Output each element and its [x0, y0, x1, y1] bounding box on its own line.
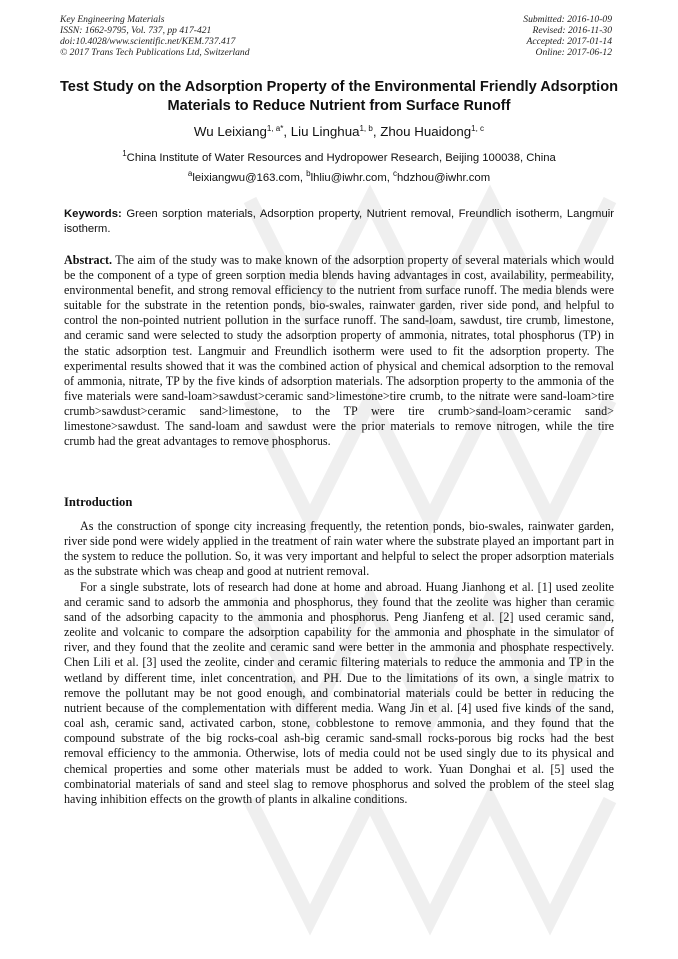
email-address: hdzhou@iwhr.com	[397, 172, 491, 184]
paragraph: As the construction of sponge city increasing frequently, the retention ponds, bio-swales, rainwater garden, river side pond were widely applied in the treatment of rain water where the substrate played an important part in the system to reduce the pollution. So, it was very important and helpful to select the proper adsorption materials as the substrate which was cheap and good at nutrient removal.	[64, 519, 614, 579]
email-marker: a	[187, 169, 193, 178]
abstract	[64, 253, 614, 449]
keywords-label: Keywords:	[64, 208, 122, 220]
section-heading: Introduction	[64, 495, 133, 509]
journal-issn: ISSN: 1662-9795, Vol. 737, pp 417-421	[60, 25, 212, 36]
journal-doi: doi:10.4028/www.scientific.net/KEM.737.417	[60, 36, 236, 47]
date-online: Online: 2017-06-12	[535, 47, 612, 58]
date-revised: Revised: 2016-11-30	[532, 25, 612, 36]
author-marker: 1, b	[359, 124, 373, 133]
affiliation	[0, 151, 678, 165]
introduction-body	[64, 519, 614, 807]
author-name: Wu Leixiang	[193, 124, 267, 139]
author-name: Zhou Huaidong	[380, 124, 472, 139]
email-list	[0, 171, 678, 185]
affiliation-marker: 1	[122, 149, 127, 158]
email-address: leixiangwu@163.com,	[192, 172, 303, 184]
affiliation-text: China Institute of Water Resources and Hydropower Research, Beijing 100038, China	[126, 152, 556, 164]
paragraph: For a single substrate, lots of research had done at home and abroad. Huang Jianhong et al. [1] used zeolite and ceramic sand to adsorb the ammonia and phosphorus, they found that the zeolite was higher than ceramic sand of the adsorbing capacity to the ammonia and phosphorus. Peng Jianfeng et al. [2] used ceramic sand, zeolite and volcanic to compare the adsorption capability for the ammonia and phosphate in the simulator of river, and they found that the zeolite and ceramic sand were better in the ammonia and phosphate respectively. Chen Lili et al. [3] used the zeolite, cinder and ceramic filtering materials to reduce the ammonia and TP in the wetland by different time, inlet concentration, and PH. Due to the limitations of its own, a single matrix to remove the pollutant may be not good enough, and combinatorial materials could be better in reducing the nutrient because of the complementation with different media. Wang Jin et al. [4] used five kinds of the sand, coal ash, ceramic sand, activated carbon, stone, cobblestone to remove ammonia, and they found that the compound substrate of the big rocks-coal ash-big ceramic sand-small rocks-porous big rocks had the best removal efficiency to the ammonia. Otherwise, lots of media could not be used singly due to its physical and chemical properties and some other materials must be added to work. Yuan Donghai et al. [5] used the combinatorial materials of sand and steel slag to remove phosphorus and solved the problem of the steel slag having inhibition effects on the growth of plants in alkaline conditions.	[64, 579, 614, 806]
author-name: Liu Linghua	[290, 124, 360, 139]
email-marker: b	[306, 169, 311, 178]
publication-dates	[523, 14, 612, 58]
email-address: lhliu@iwhr.com,	[310, 172, 390, 184]
abstract-text: The aim of the study was to make known of the adsorption property of several materials which would be the component of a type of green sorption media blends having advantages in cost, availability, permeability, environmental benefit, and strong removal efficiency to the nutrient from surface runoff. The media blends were suitable for the substrate in the retention ponds, bio-swales, rainwater garden, river side pond, and helpful to control the non-pointed nutrient pollution in the surface runoff. The sand-loam, sawdust, tire crumb, limestone, and ceramic sand were selected to study the adsorption property of ammonia, nitrates, total phosphorus (TP) in the static adsorption test. Langmuir and Freundlich isotherm were used to fit the adsorption property. The experimental results showed that it was the combined action of physical and chemical adsorption to the removal of ammonia, nitrate, TP by the five kinds of adsorption materials. The adsorption property to the ammonia of the five materials were sand-loam>sawdust>ceramic sand>limestone>tire crumb, to the nitrate were sand-loam>tire crumb>sawdust>ceramic sand>limestone, to the TP were tire crumb>sand-loam>ceramic sand> limestone>sawdust. The sand-loam and sawdust were the prior materials to remove nitrogen, while the tire crumb had the great advantages to remove phosphorus.	[64, 253, 614, 449]
author-marker: 1, c	[471, 124, 485, 133]
email-marker: c	[393, 169, 398, 178]
author-list: Wu Leixiang$^{1, a*}$, Liu Linghua$^{1, b}$, Zhou Huaidong$^{1, c}$	[193, 124, 485, 139]
date-accepted: Accepted: 2017-01-14	[526, 36, 612, 47]
author-marker: 1, a*	[266, 124, 284, 133]
journal-name: Key Engineering Materials	[60, 14, 165, 25]
keywords-text: Green sorption materials, Adsorption property, Nutrient removal, Freundlich isotherm, Langmuir isotherm.	[64, 208, 614, 235]
journal-info	[60, 14, 250, 58]
paper-title: Test Study on the Adsorption Property of the Environmental Friendly Adsorption Materials to Reduce Nutrient from Surface Runoff	[59, 79, 619, 114]
date-submitted: Submitted: 2016-10-09	[523, 14, 612, 25]
journal-copyright: © 2017 Trans Tech Publications Ltd, Switzerland	[60, 47, 250, 58]
keywords	[64, 207, 614, 236]
abstract-label: Abstract.	[64, 253, 113, 267]
